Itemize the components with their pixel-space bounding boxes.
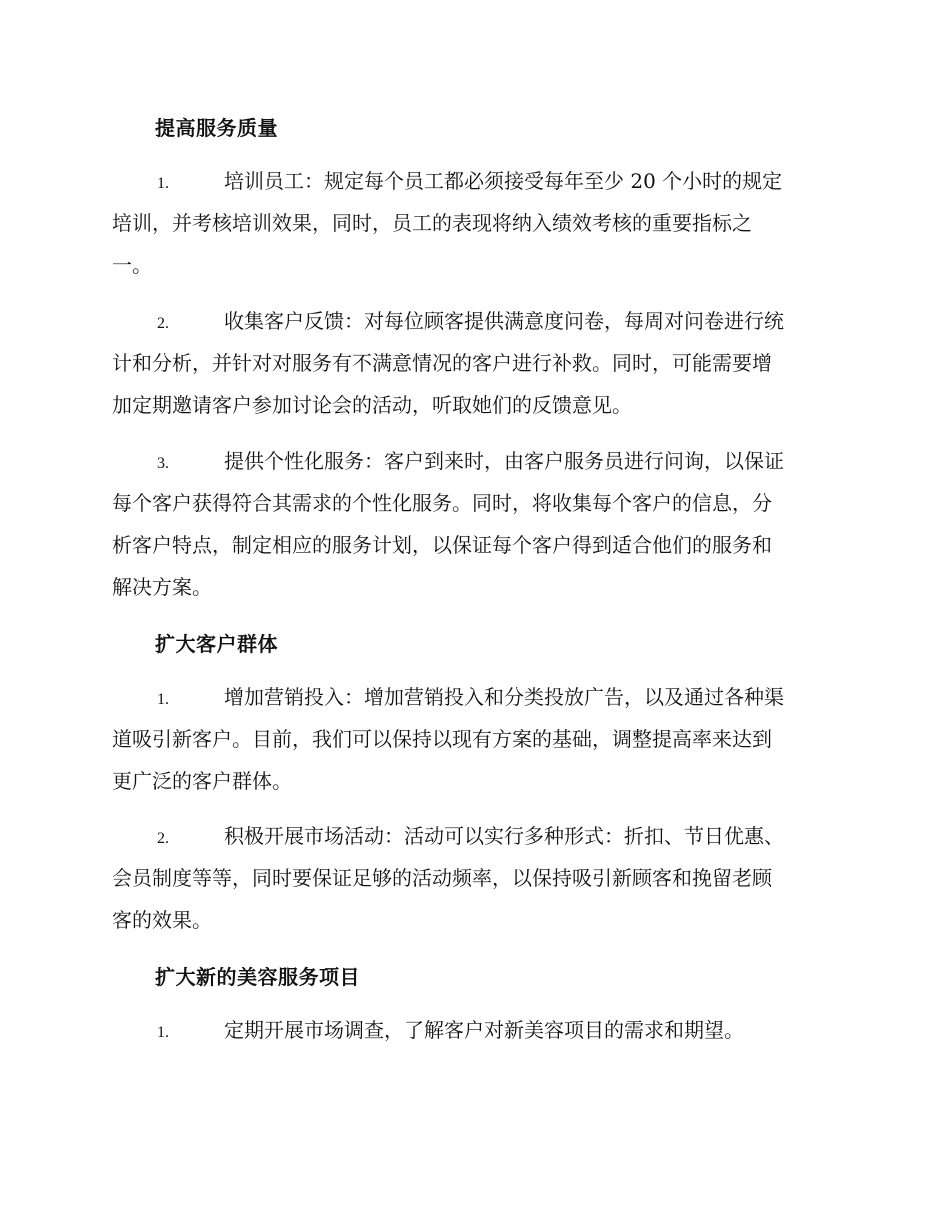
item-first-line: [112, 815, 832, 857]
item-text: 计和分析，并针对对服务有不满意情况的客户进行补救。同时，可能需要增: [112, 351, 772, 375]
item-number: 2.: [157, 315, 169, 332]
item-text: 定期开展市场调查，了解客户对新美容项目的需求和期望。: [224, 1018, 744, 1042]
item-text: 析客户特点，制定相应的服务计划，以保证每个客户得到适合他们的服务和: [112, 533, 772, 557]
item-text: 每个客户获得符合其需求的个性化服务。同时，将收集每个客户的信息，分: [112, 491, 772, 515]
item-number: 1.: [157, 691, 169, 708]
list-item: [112, 440, 832, 608]
list-item: [112, 815, 832, 941]
item-text: 加定期邀请客户参加讨论会的活动，听取她们的反馈意见。: [112, 393, 632, 417]
item-number: 1.: [157, 175, 169, 192]
item-first-line: [112, 1009, 832, 1051]
item-text: 培训，并考核培训效果，同时，员工的表现将纳入绩效考核的重要指标之: [112, 211, 752, 235]
list-item: [112, 160, 832, 286]
item-text: 培训员工：规定每个员工都必须接受每年至少 20 个小时的规定: [224, 169, 783, 193]
item-first-line: [112, 440, 832, 482]
item-text: 道吸引新客户。目前，我们可以保持以现有方案的基础，调整提高率来达到: [112, 727, 772, 751]
item-text: 更广泛的客户群体。: [112, 769, 292, 793]
item-number: 1.: [157, 1024, 169, 1041]
section-heading: 扩大新的美容服务项目: [155, 965, 360, 989]
item-first-line: [112, 676, 832, 718]
item-text: 积极开展市场活动：活动可以实行多种形式：折扣、节日优惠、: [224, 824, 784, 848]
item-text: 会员制度等等，同时要保证足够的活动频率，以保持吸引新顾客和挽留老顾: [112, 866, 772, 890]
item-text: 客的效果。: [112, 908, 212, 932]
list-item: [112, 1009, 832, 1051]
item-first-line: [112, 300, 832, 342]
item-text: 解决方案。: [112, 575, 212, 599]
section-heading: 扩大客户群体: [155, 632, 278, 656]
item-text: 提供个性化服务：客户到来时，由客户服务员进行问询，以保证: [224, 449, 784, 473]
section-heading: 提高服务质量: [155, 116, 278, 140]
list-item: [112, 676, 832, 802]
list-item: [112, 300, 832, 426]
item-first-line: [112, 160, 832, 202]
item-text: 一。: [112, 253, 152, 277]
item-number: 2.: [157, 830, 169, 847]
item-text: 增加营销投入：增加营销投入和分类投放广告，以及通过各种渠: [224, 685, 784, 709]
item-number: 3.: [157, 455, 169, 472]
item-text: 收集客户反馈：对每位顾客提供满意度问卷，每周对问卷进行统: [224, 309, 784, 333]
